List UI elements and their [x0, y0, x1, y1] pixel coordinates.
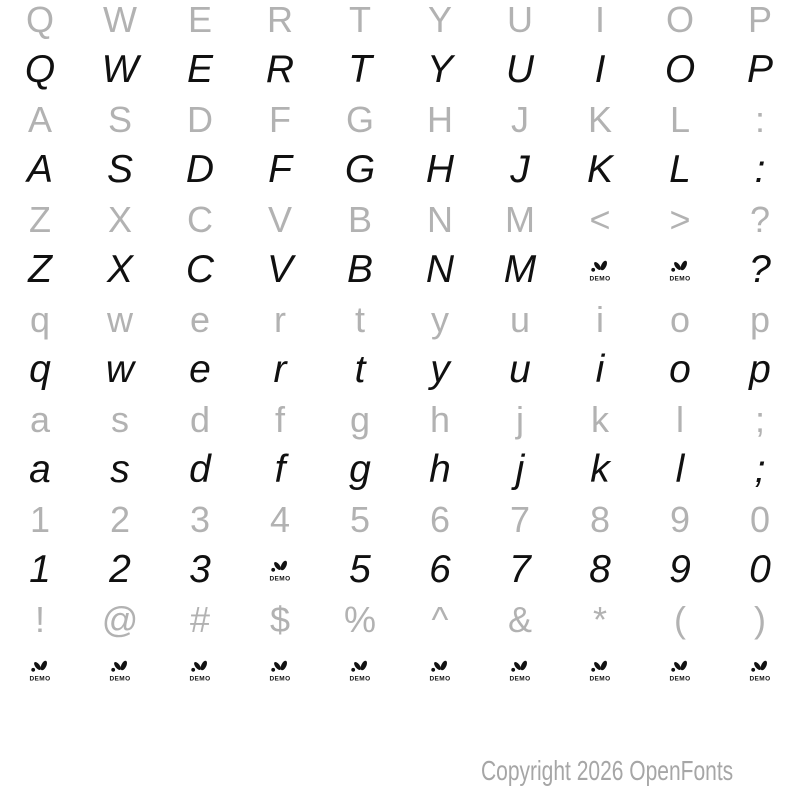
glyph-cell: ;: [754, 399, 765, 440]
glyph-cell: 7: [509, 548, 531, 591]
glyph-cell: H: [427, 99, 453, 140]
glyph-cell: [560, 240, 640, 300]
glyph-cell: t: [354, 299, 365, 340]
glyph-cell: :: [754, 148, 766, 191]
glyph-cell: X: [106, 248, 133, 291]
glyph-cell: @: [101, 599, 139, 640]
glyph-cell: F: [268, 148, 292, 191]
glyph-cell: R: [265, 48, 295, 91]
glyph-cell: h: [429, 448, 451, 491]
footer-copyright: [481, 755, 734, 787]
svg-text:DEMO: DEMO: [589, 275, 611, 283]
glyph-cell: U: [505, 48, 535, 91]
glyph-row-digits-demo: [0, 540, 800, 600]
glyph-cell: <: [589, 199, 611, 240]
glyph-cell: N: [427, 199, 453, 240]
glyph-cell: *: [592, 599, 607, 640]
glyph-row-upper-qwerty-reference: [0, 0, 800, 40]
glyph-cell: q: [29, 348, 51, 391]
glyph-cell: 6: [429, 499, 451, 540]
svg-text:DEMO: DEMO: [349, 675, 371, 683]
glyph-cell: g: [349, 399, 371, 440]
glyph-cell: C: [187, 199, 213, 240]
svg-text:DEMO: DEMO: [749, 675, 771, 683]
glyph-cell: u: [509, 299, 531, 340]
glyph-cell: j: [515, 448, 525, 491]
glyph-cell: 0: [749, 548, 771, 591]
glyph-cell: 1: [29, 548, 51, 591]
glyph-cell: I: [594, 0, 605, 40]
glyph-cell: M: [505, 199, 535, 240]
glyph-cell: [400, 640, 480, 700]
glyph-cell: T: [349, 0, 371, 40]
glyph-cell: 9: [669, 499, 691, 540]
glyph-cell: :: [754, 99, 765, 140]
glyph-cell: D: [187, 99, 213, 140]
glyph-cell: 5: [349, 499, 371, 540]
glyph-cell: L: [669, 99, 691, 140]
glyph-cell: H: [425, 148, 455, 191]
glyph-cell: ^: [431, 599, 449, 640]
glyph-cell: N: [425, 248, 455, 291]
glyph-cell: [640, 240, 720, 300]
glyph-row-lower-qwerty-demo: [0, 340, 800, 400]
glyph-row-symbols-demo: [0, 640, 800, 700]
svg-text:DEMO: DEMO: [669, 275, 691, 283]
glyph-cell: P: [747, 0, 772, 40]
glyph-cell: &: [507, 599, 532, 640]
glyph-cell: F: [269, 99, 291, 140]
demo-glyph-icon: [27, 659, 53, 685]
glyph-cell: 7: [509, 499, 531, 540]
glyph-cell: y: [431, 299, 449, 340]
glyph-cell: E: [186, 48, 213, 91]
glyph-cell: y: [430, 348, 450, 391]
glyph-cell: [720, 640, 800, 700]
glyph-cell: u: [509, 348, 531, 391]
glyph-cell: 6: [429, 548, 451, 591]
glyph-cell: ): [754, 599, 766, 640]
glyph-cell: 2: [109, 548, 131, 591]
demo-glyph-icon: [267, 559, 293, 585]
glyph-cell: 3: [189, 548, 211, 591]
glyph-cell: a: [29, 399, 51, 440]
glyph-cell: G: [344, 148, 376, 191]
glyph-cell: Y: [427, 0, 452, 40]
glyph-cell: D: [185, 148, 215, 191]
glyph-cell: o: [669, 348, 691, 391]
glyph-cell: U: [507, 0, 533, 40]
glyph-cell: [240, 640, 320, 700]
svg-text:DEMO: DEMO: [109, 675, 131, 683]
glyph-row-upper-asdf-reference: [0, 100, 800, 140]
glyph-cell: X: [107, 199, 132, 240]
glyph-cell: e: [189, 299, 211, 340]
glyph-cell: C: [185, 248, 215, 291]
glyph-cell: ?: [749, 199, 771, 240]
glyph-cell: i: [596, 299, 604, 340]
glyph-cell: W: [103, 0, 137, 40]
glyph-cell: P: [746, 48, 773, 91]
glyph-cell: [160, 640, 240, 700]
glyph-cell: 0: [749, 499, 771, 540]
glyph-cell: Z: [29, 199, 51, 240]
glyph-cell: B: [346, 248, 373, 291]
glyph-cell: d: [189, 448, 211, 491]
glyph-cell: i: [595, 348, 605, 391]
glyph-cell: l: [676, 399, 684, 440]
glyph-cell: $: [269, 599, 291, 640]
glyph-cell: 3: [189, 499, 211, 540]
demo-glyph-icon: [107, 659, 133, 685]
glyph-cell: g: [349, 448, 371, 491]
glyph-cell: V: [266, 248, 293, 291]
glyph-cell: 8: [589, 499, 611, 540]
demo-glyph-icon: [427, 659, 453, 685]
glyph-cell: T: [348, 48, 372, 91]
glyph-cell: E: [187, 0, 212, 40]
glyph-cell: Q: [25, 0, 54, 40]
glyph-cell: w: [105, 348, 135, 391]
glyph-row-digits-reference: [0, 500, 800, 540]
glyph-cell: Y: [426, 48, 453, 91]
glyph-row-symbols-reference: [0, 600, 800, 640]
glyph-cell: ;: [754, 448, 766, 491]
glyph-row-upper-qwerty-demo: [0, 40, 800, 100]
glyph-cell: j: [516, 399, 524, 440]
glyph-cell: V: [267, 199, 292, 240]
svg-text:DEMO: DEMO: [269, 575, 291, 583]
glyph-cell: %: [343, 599, 376, 640]
glyph-row-lower-qwerty-reference: [0, 300, 800, 340]
glyph-cell: [560, 640, 640, 700]
glyph-row-lower-asdf-reference: [0, 400, 800, 440]
glyph-cell: r: [274, 299, 286, 340]
glyph-cell: [320, 640, 400, 700]
svg-text:DEMO: DEMO: [189, 675, 211, 683]
glyph-cell: >: [669, 199, 691, 240]
glyph-cell: K: [587, 99, 612, 140]
glyph-cell: r: [273, 348, 287, 391]
glyph-cell: #: [189, 599, 211, 640]
svg-text:DEMO: DEMO: [509, 675, 531, 683]
glyph-cell: [240, 540, 320, 600]
glyph-cell: M: [503, 248, 537, 291]
glyph-cell: ?: [749, 248, 771, 291]
glyph-cell: W: [101, 48, 139, 91]
glyph-cell: J: [510, 148, 530, 191]
glyph-cell: k: [591, 399, 609, 440]
glyph-cell: L: [669, 148, 691, 191]
glyph-cell: !: [34, 599, 45, 640]
glyph-cell: 8: [589, 548, 611, 591]
glyph-cell: q: [29, 299, 51, 340]
glyph-cell: O: [665, 0, 694, 40]
demo-glyph-icon: [587, 259, 613, 285]
glyph-cell: l: [675, 448, 685, 491]
glyph-row-lower-asdf-demo: [0, 440, 800, 500]
glyph-cell: f: [274, 448, 286, 491]
glyph-cell: B: [347, 199, 372, 240]
glyph-cell: w: [107, 299, 133, 340]
demo-glyph-icon: [667, 659, 693, 685]
glyph-cell: 1: [29, 499, 51, 540]
demo-glyph-icon: [187, 659, 213, 685]
svg-text:DEMO: DEMO: [589, 675, 611, 683]
glyph-cell: J: [511, 99, 529, 140]
glyph-cell: Q: [24, 48, 56, 91]
glyph-cell: K: [586, 148, 613, 191]
glyph-cell: d: [189, 399, 211, 440]
glyph-row-upper-zxcv-demo: [0, 240, 800, 300]
glyph-cell: R: [267, 0, 293, 40]
glyph-cell: [480, 640, 560, 700]
glyph-cell: S: [107, 99, 132, 140]
demo-glyph-icon: [747, 659, 773, 685]
glyph-cell: 4: [269, 499, 291, 540]
demo-glyph-icon: [267, 659, 293, 685]
glyph-cell: p: [749, 299, 771, 340]
svg-text:DEMO: DEMO: [29, 675, 51, 683]
glyph-cell: G: [345, 99, 374, 140]
glyph-cell: [640, 640, 720, 700]
glyph-cell: 9: [669, 548, 691, 591]
svg-text:DEMO: DEMO: [269, 675, 291, 683]
footer-text: Copyright 2026 OpenFonts: [481, 755, 734, 786]
glyph-cell: t: [354, 348, 366, 391]
glyph-cell: (: [674, 599, 686, 640]
glyph-cell: p: [749, 348, 771, 391]
glyph-cell: e: [189, 348, 211, 391]
glyph-cell: o: [669, 299, 691, 340]
glyph-row-upper-asdf-demo: [0, 140, 800, 200]
glyph-cell: A: [26, 148, 53, 191]
glyph-cell: 5: [349, 548, 371, 591]
demo-glyph-icon: [587, 659, 613, 685]
glyph-cell: h: [429, 399, 451, 440]
glyph-cell: O: [664, 48, 696, 91]
glyph-cell: [80, 640, 160, 700]
glyph-cell: I: [594, 48, 606, 91]
glyph-cell: s: [110, 448, 130, 491]
demo-glyph-icon: [347, 659, 373, 685]
glyph-cell: [0, 640, 80, 700]
glyph-cell: A: [27, 99, 52, 140]
demo-glyph-icon: [507, 659, 533, 685]
glyph-cell: Z: [28, 248, 52, 291]
svg-text:DEMO: DEMO: [429, 675, 451, 683]
svg-text:DEMO: DEMO: [669, 675, 691, 683]
glyph-cell: s: [111, 399, 129, 440]
glyph-cell: S: [106, 148, 133, 191]
demo-glyph-icon: [667, 259, 693, 285]
glyph-cell: a: [29, 448, 51, 491]
glyph-row-upper-zxcv-reference: [0, 200, 800, 240]
glyph-cell: 2: [109, 499, 131, 540]
glyph-cell: f: [274, 399, 285, 440]
glyph-cell: k: [590, 448, 610, 491]
